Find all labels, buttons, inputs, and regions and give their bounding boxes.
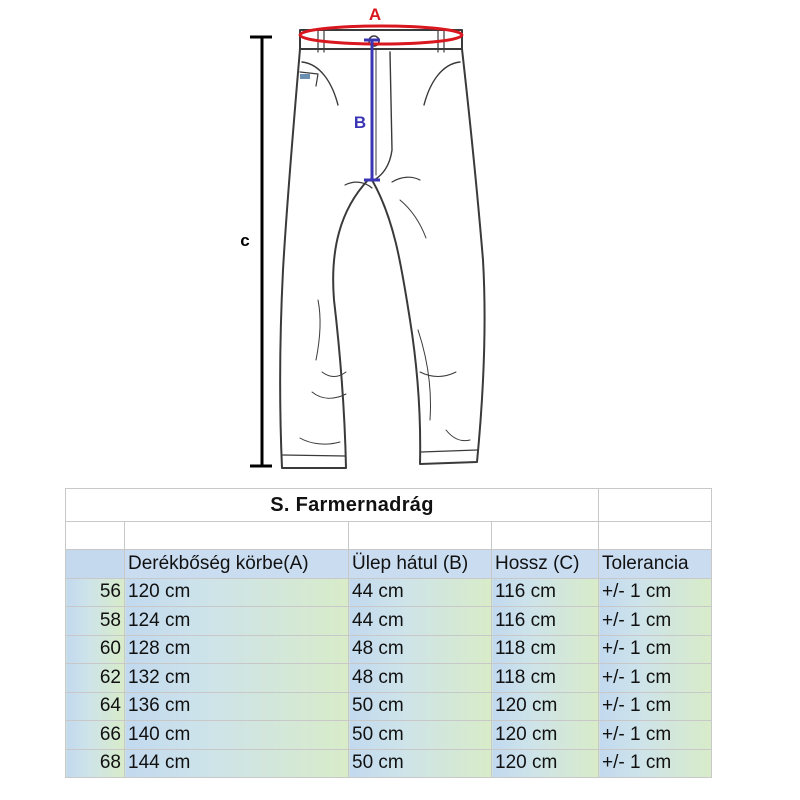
header-seat: Ülep hátul (B) bbox=[349, 550, 492, 579]
size-cell: 66 bbox=[66, 721, 125, 750]
table-cell bbox=[599, 522, 712, 550]
table-cell bbox=[66, 522, 125, 550]
tolerance-cell: +/- 1 cm bbox=[599, 721, 712, 750]
length-cell: 118 cm bbox=[492, 664, 599, 693]
waist-cell: 132 cm bbox=[125, 664, 349, 693]
table-cell bbox=[125, 522, 349, 550]
table-row bbox=[66, 635, 712, 664]
left-leg bbox=[280, 49, 368, 468]
tolerance-cell: +/- 1 cm bbox=[599, 607, 712, 636]
length-cell: 120 cm bbox=[492, 749, 599, 778]
size-table bbox=[65, 488, 712, 778]
table-title-row bbox=[66, 489, 712, 522]
jeans-outline bbox=[280, 30, 484, 468]
length-cell: 120 cm bbox=[492, 721, 599, 750]
measure-b-line bbox=[364, 40, 380, 180]
seat-cell: 48 cm bbox=[349, 664, 492, 693]
table-row bbox=[66, 578, 712, 607]
header-length: Hossz (C) bbox=[492, 550, 599, 579]
table-row bbox=[66, 749, 712, 778]
size-cell: 64 bbox=[66, 692, 125, 721]
table-row bbox=[66, 607, 712, 636]
tolerance-cell: +/- 1 cm bbox=[599, 664, 712, 693]
tolerance-cell: +/- 1 cm bbox=[599, 749, 712, 778]
header-tolerance: Tolerancia bbox=[599, 550, 712, 579]
measure-c-line bbox=[250, 37, 272, 466]
table-blank-row bbox=[66, 522, 712, 550]
seat-cell: 50 cm bbox=[349, 721, 492, 750]
size-cell: 62 bbox=[66, 664, 125, 693]
table-cell bbox=[349, 522, 492, 550]
waist-cell: 136 cm bbox=[125, 692, 349, 721]
table-row bbox=[66, 721, 712, 750]
right-leg bbox=[372, 49, 485, 464]
table-title: S. Farmernadrág bbox=[66, 489, 599, 522]
seat-cell: 44 cm bbox=[349, 607, 492, 636]
table-header-row bbox=[66, 550, 712, 579]
waist-cell: 120 cm bbox=[125, 578, 349, 607]
table-row bbox=[66, 692, 712, 721]
seat-cell: 44 cm bbox=[349, 578, 492, 607]
seat-cell: 48 cm bbox=[349, 635, 492, 664]
header-size bbox=[66, 550, 125, 579]
waist-cell: 128 cm bbox=[125, 635, 349, 664]
tag-icon bbox=[300, 74, 310, 79]
table-cell bbox=[599, 489, 712, 522]
size-cell: 56 bbox=[66, 578, 125, 607]
header-waist: Derékbőség körbe(A) bbox=[125, 550, 349, 579]
seat-cell: 50 cm bbox=[349, 692, 492, 721]
label-b: B bbox=[353, 113, 367, 132]
table-row bbox=[66, 664, 712, 693]
length-cell: 118 cm bbox=[492, 635, 599, 664]
length-cell: 120 cm bbox=[492, 692, 599, 721]
tolerance-cell: +/- 1 cm bbox=[599, 692, 712, 721]
length-cell: 116 cm bbox=[492, 578, 599, 607]
tolerance-cell: +/- 1 cm bbox=[599, 635, 712, 664]
label-a: A bbox=[368, 5, 382, 24]
waist-cell: 140 cm bbox=[125, 721, 349, 750]
seat-cell: 50 cm bbox=[349, 749, 492, 778]
size-cell: 60 bbox=[66, 635, 125, 664]
table-cell bbox=[492, 522, 599, 550]
length-cell: 116 cm bbox=[492, 607, 599, 636]
size-cell: 68 bbox=[66, 749, 125, 778]
label-c: c bbox=[240, 231, 250, 250]
waist-cell: 144 cm bbox=[125, 749, 349, 778]
tolerance-cell: +/- 1 cm bbox=[599, 578, 712, 607]
waist-cell: 124 cm bbox=[125, 607, 349, 636]
size-cell: 58 bbox=[66, 607, 125, 636]
